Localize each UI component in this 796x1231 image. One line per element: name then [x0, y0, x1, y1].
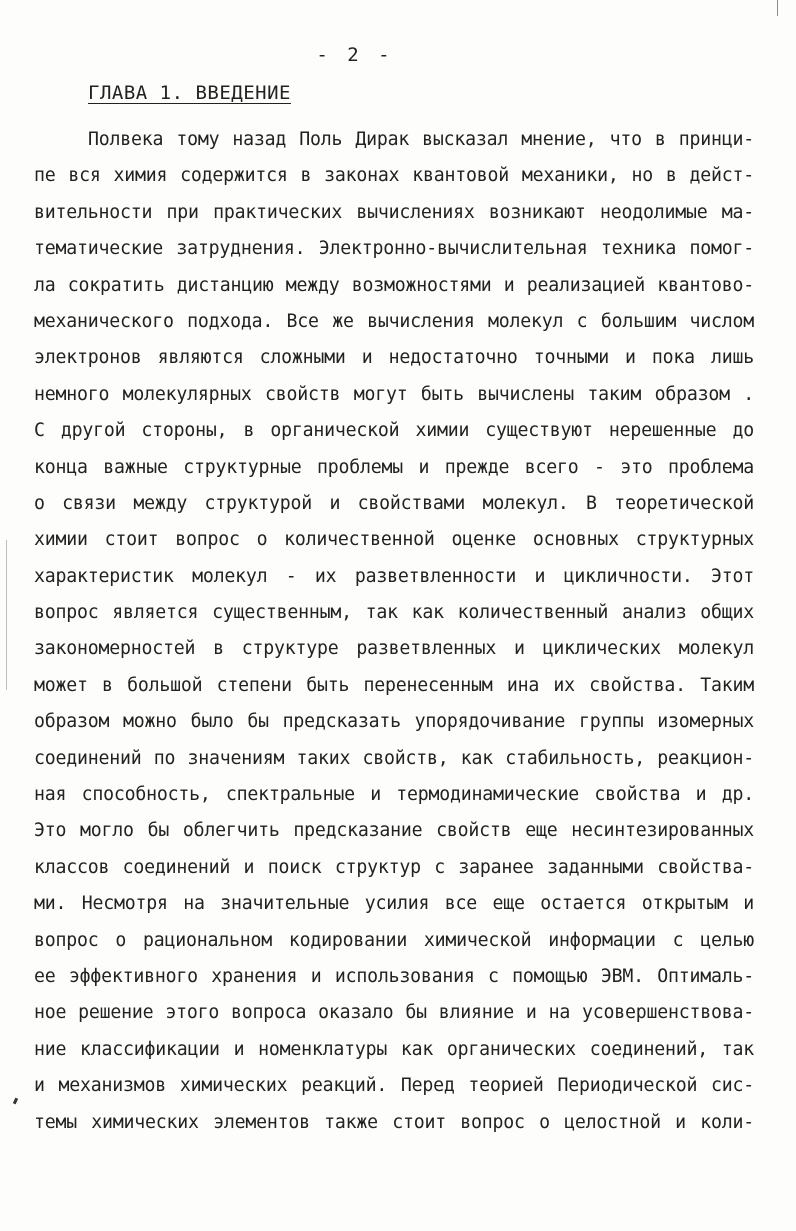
text-line: вопрос является существенным, так как количественный анализ общих: [34, 602, 754, 624]
text-line: характеристик молекул - их разветвленности и цикличности. Этот: [34, 565, 754, 587]
text-line: ние классификации и номенклатуры как органических соединений, так: [34, 1038, 754, 1060]
text-line: закономерностей в структуре разветвленных и циклических молекул: [34, 638, 754, 660]
text-line: С другой стороны, в органической химии существуют нерешенные до: [34, 420, 754, 442]
text-line: ми. Несмотря на значительные усилия все еще остается открытым и: [34, 893, 754, 915]
text-line: темы химических элементов также стоит вопрос о целостной и коли-: [34, 1111, 754, 1133]
text-line: и механизмов химических реакций. Перед теорией Периодической сис-: [34, 1075, 754, 1097]
text-line: ная способность, спектральные и термодинамические свойства и др.: [34, 784, 754, 806]
text-line: соединений по значениям таких свойств, как стабильность, реакцион-: [34, 747, 754, 769]
text-line: образом можно было бы предсказать упорядочивание группы изомерных: [34, 711, 754, 733]
text-line: может в большой степени быть перенесенным ина их свойства. Таким: [34, 674, 754, 696]
text-line: классов соединений и поиск структур с заранее заданными свойства-: [34, 856, 754, 878]
text-line: о связи между структурой и свойствами молекул. В теоретической: [34, 492, 754, 514]
text-line: конца важные структурные проблемы и прежде всего - это проблема: [34, 456, 754, 478]
text-line: электронов являются сложными и недостаточно точными и пока лишь: [34, 347, 754, 369]
chapter-title: ГЛАВА 1. ВВЕДЕНИЕ: [88, 82, 291, 104]
text-line: ное решение этого вопроса оказало бы влияние и на усовершенствова-: [34, 1002, 754, 1024]
scan-edge-mark: [777, 0, 778, 16]
text-line: механического подхода. Все же вычисления молекул с большим числом: [34, 310, 754, 332]
margin-tick-mark: [13, 1098, 18, 1105]
text-line: тематические затруднения. Электронно-вычислительная техника помог-: [34, 238, 754, 260]
text-line: ла сократить дистанцию между возможностями и реализацией квантово-: [34, 274, 754, 296]
text-line: химии стоит вопрос о количественной оценке основных структурных: [34, 529, 754, 551]
body-paragraph: [34, 122, 754, 1141]
text-line: вопрос о рациональном кодировании химической информации с целью: [34, 929, 754, 951]
text-line: немного молекулярных свойств могут быть вычислены таким образом .: [34, 383, 754, 405]
page-number: - 2 -: [316, 44, 394, 66]
text-line: Это могло бы облегчить предсказание свойств еще несинтезированных: [34, 820, 754, 842]
text-line: Полвека тому назад Поль Дирак высказал мнение, что в принци-: [88, 129, 754, 150]
scan-edge-line: [6, 540, 7, 690]
text-line: ее эффективного хранения и использования с помощью ЭВМ. Оптималь-: [34, 965, 754, 987]
text-line: вительности при практических вычислениях возникают неодолимые ма-: [34, 201, 754, 223]
text-line: пе вся химия содержится в законах квантовой механики, но в дейст-: [34, 165, 754, 187]
